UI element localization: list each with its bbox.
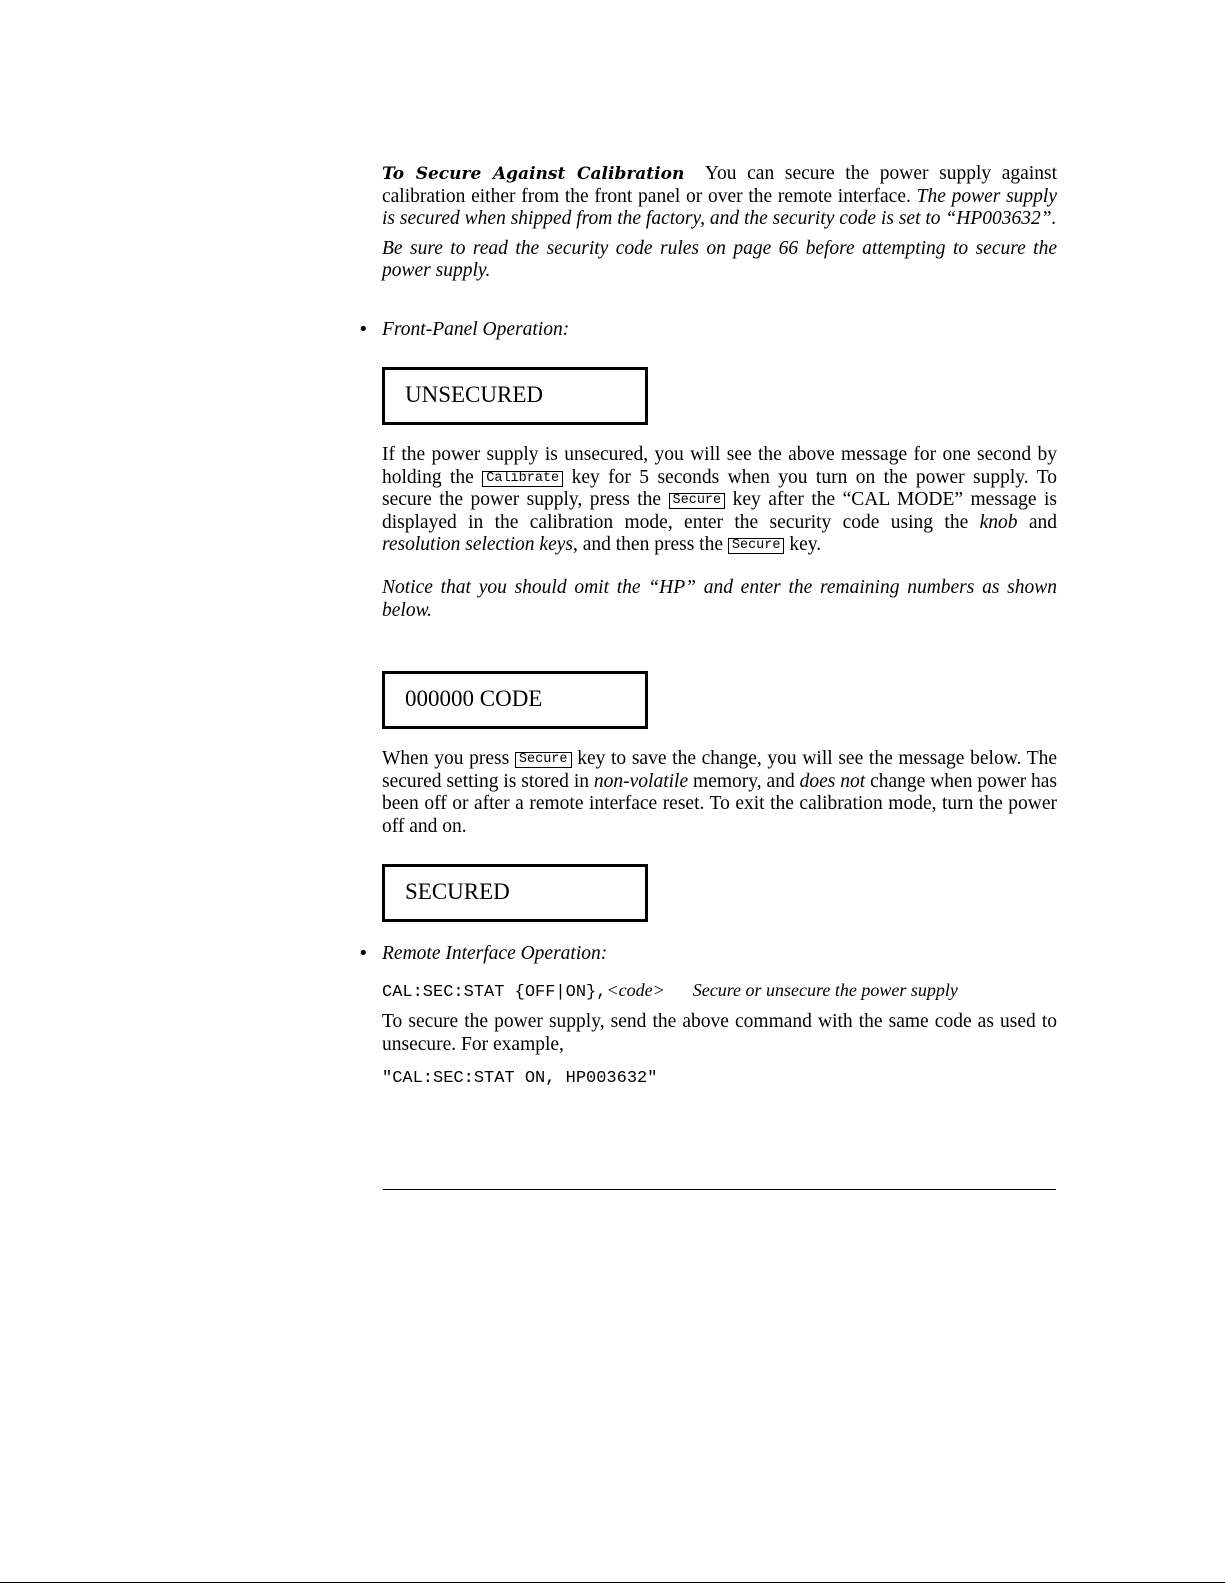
display-code-text: 000000 CODE — [405, 686, 543, 711]
intro-paragraph — [382, 163, 1057, 231]
front-panel-instructions — [382, 444, 1057, 622]
bullet-icon: • — [358, 943, 369, 964]
secured-paragraph — [382, 748, 1057, 838]
intro-section — [382, 163, 1057, 283]
text-span: , and then press the — [572, 534, 723, 556]
text-span: key to save the change, you will see the message below. The secured setting is stored in — [382, 748, 1058, 792]
notice-paragraph: Notice that you should omit the “HP” and enter the remaining numbers as shown below. — [382, 576, 1057, 621]
front-panel-label: Front-Panel Operation: — [382, 319, 570, 340]
remote-paragraph: To secure the power supply, send the above command with the same code as used to unsecure. For example, — [382, 1011, 1057, 1055]
does-not-term: does not — [799, 770, 866, 792]
calibrate-key: Calibrate — [482, 471, 563, 487]
remote-instructions — [382, 1011, 1057, 1056]
secure-key: Secure — [728, 538, 785, 554]
command-description: Secure or unsecure the power supply — [692, 980, 958, 1000]
non-volatile-term: non-volatile — [593, 770, 689, 792]
command-param: <code> — [606, 980, 665, 1000]
text-span: key for 5 seconds when you turn on the power supply. To secure the power supply, press the — [382, 466, 1058, 511]
example-command: "CAL:SEC:STAT ON, HP003632" — [382, 1069, 658, 1088]
intro-text: You can secure the power supply against calibration either from the front panel or over the remote interface. — [382, 163, 1057, 207]
bullet-icon: • — [358, 319, 369, 340]
save-instructions — [382, 748, 1057, 838]
remote-interface-label: Remote Interface Operation: — [382, 943, 608, 964]
display-unsecured — [382, 367, 648, 425]
display-secured — [382, 864, 648, 922]
unsecured-paragraph — [382, 444, 1057, 557]
section-heading: To Secure Against Calibration — [382, 164, 685, 184]
knob-term: knob — [979, 511, 1018, 533]
secure-key: Secure — [669, 493, 726, 509]
command-syntax-line — [382, 980, 958, 1003]
display-unsecured-text: UNSECURED — [405, 382, 544, 407]
text-span: change when power has been off or after a remote interface reset. To exit the calibration mode, turn the power off and on. — [382, 770, 1057, 837]
text-span: When you press — [382, 748, 510, 769]
text-span: key. — [789, 534, 822, 556]
resolution-keys-term: resolution selection keys — [382, 534, 573, 556]
security-note: Be sure to read the security code rules on page 66 before attempting to secure the power supply. — [382, 237, 1057, 282]
display-secured-text: SECURED — [405, 879, 510, 904]
text-span: If the power supply is unsecured, you will see the above message for one second by holding the — [382, 444, 1057, 488]
text-span: key after the “CAL MODE” message is displayed in the calibration mode, enter the security code using the — [382, 489, 1058, 533]
command-syntax: CAL:SEC:STAT {OFF|ON}, — [382, 983, 607, 1002]
section-divider — [383, 1189, 1056, 1190]
intro-italic-text: The power supply is secured when shipped from the factory, and the security code is set to “HP003632”. — [382, 185, 1057, 230]
page-bottom-border — [0, 1582, 1225, 1583]
secure-key: Secure — [515, 752, 572, 768]
text-span: and — [1028, 511, 1058, 533]
text-span: memory, and — [693, 770, 795, 792]
display-code — [382, 671, 648, 729]
